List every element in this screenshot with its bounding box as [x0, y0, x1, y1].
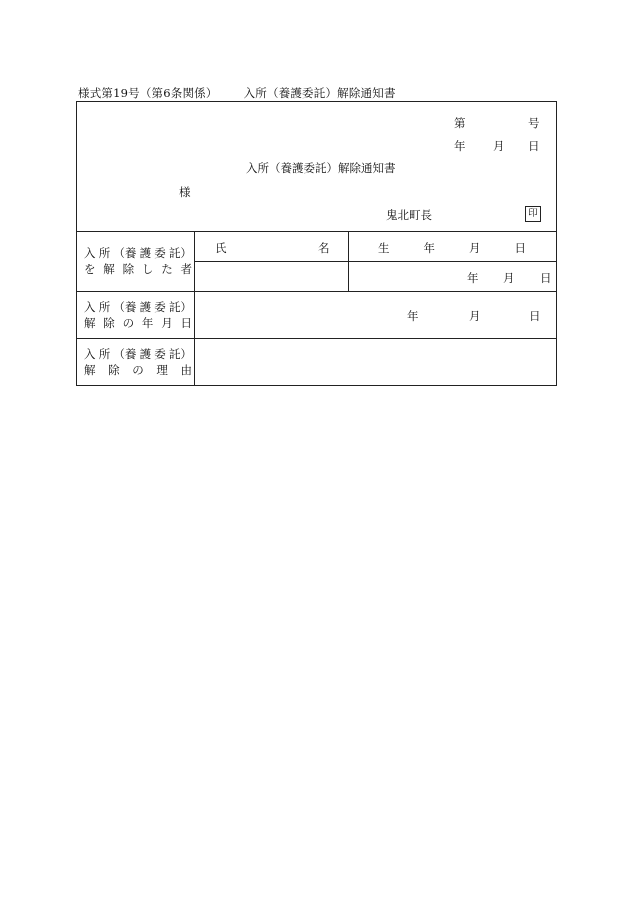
- form-title: 入所（養護委託）解除通知書: [243, 86, 396, 100]
- notice-date-month: 月: [493, 139, 505, 153]
- label-char: 除: [122, 262, 135, 276]
- label-char: 託）: [168, 300, 192, 314]
- birth-month-unit: 月: [503, 271, 515, 285]
- birth-date-label: [378, 240, 526, 256]
- label-char: 所: [98, 347, 111, 361]
- form-number: 様式第19号（第6条関係）: [78, 86, 218, 100]
- label-char: た: [161, 262, 173, 276]
- label-char: 除: [103, 316, 115, 330]
- label-char: 委: [154, 246, 166, 260]
- label-char: 解: [84, 363, 96, 377]
- person-inner-divider: [194, 261, 556, 262]
- label-char: 由: [180, 363, 192, 377]
- label-char: 除: [108, 363, 120, 377]
- label-char: （養: [113, 300, 137, 314]
- release-date-label-line2: [84, 315, 192, 331]
- release-notice-form: [76, 101, 557, 386]
- notice-number-suffix: 号: [528, 116, 540, 130]
- notice-title: 入所（養護委託）解除通知書: [246, 161, 396, 175]
- person-label-line1: [84, 245, 192, 261]
- form-heading: [78, 85, 396, 101]
- label-column-divider: [194, 231, 195, 386]
- release-month-unit: 月: [469, 309, 481, 323]
- issuer-name: 鬼北町長: [386, 208, 432, 222]
- release-reason-label: [84, 346, 192, 378]
- notice-number-prefix: 第: [454, 116, 466, 130]
- birth-year-unit: 年: [467, 271, 479, 285]
- label-char: 委: [154, 300, 166, 314]
- notice-date-year: 年: [454, 139, 466, 153]
- notice-date-day: 日: [528, 139, 540, 153]
- label-char: 護: [139, 246, 152, 260]
- label-char: し: [141, 262, 154, 276]
- release-reason-label-line2: [84, 362, 192, 378]
- label-char: の: [132, 363, 144, 377]
- release-date-label: [84, 299, 192, 331]
- section-divider: [77, 231, 556, 232]
- label-char: 託）: [168, 246, 192, 260]
- birth-label-char: 日: [514, 241, 526, 255]
- label-char: 護: [139, 347, 152, 361]
- release-year-unit: 年: [407, 309, 419, 323]
- row-divider: [77, 338, 556, 339]
- release-date-label-line1: [84, 299, 192, 315]
- birth-label-char: 生: [378, 241, 390, 255]
- label-char: （養: [113, 347, 137, 361]
- release-day-unit: 日: [529, 309, 541, 323]
- label-char: 所: [98, 246, 111, 260]
- birth-label-char: 年: [423, 241, 435, 255]
- addressee-suffix: 様: [179, 185, 191, 199]
- birth-day-unit: 日: [540, 271, 552, 285]
- label-char: 入: [84, 246, 96, 260]
- label-char: 委: [154, 347, 166, 361]
- label-char: 入: [84, 347, 96, 361]
- seal-mark: 印: [525, 206, 541, 222]
- name-label-first: 氏: [215, 241, 227, 255]
- label-char: 入: [84, 300, 96, 314]
- label-char: 日: [180, 316, 192, 330]
- label-char: （養: [113, 246, 137, 260]
- name-birth-divider: [348, 231, 349, 291]
- row-divider: [77, 291, 556, 292]
- birth-label-char: 月: [469, 241, 481, 255]
- label-char: 理: [156, 363, 168, 377]
- name-label-second: 名: [318, 241, 330, 255]
- label-char: 月: [161, 316, 173, 330]
- label-char: 所: [98, 300, 111, 314]
- label-char: 解: [84, 316, 96, 330]
- label-char: 解: [103, 262, 115, 276]
- person-label-line2: [84, 261, 192, 277]
- label-char: 護: [139, 300, 152, 314]
- label-char: を: [84, 262, 96, 276]
- release-reason-label-line1: [84, 346, 192, 362]
- label-char: の: [122, 316, 135, 330]
- label-char: 年: [141, 316, 154, 330]
- person-label: [84, 245, 192, 277]
- label-char: 託）: [168, 347, 192, 361]
- label-char: 者: [180, 262, 192, 276]
